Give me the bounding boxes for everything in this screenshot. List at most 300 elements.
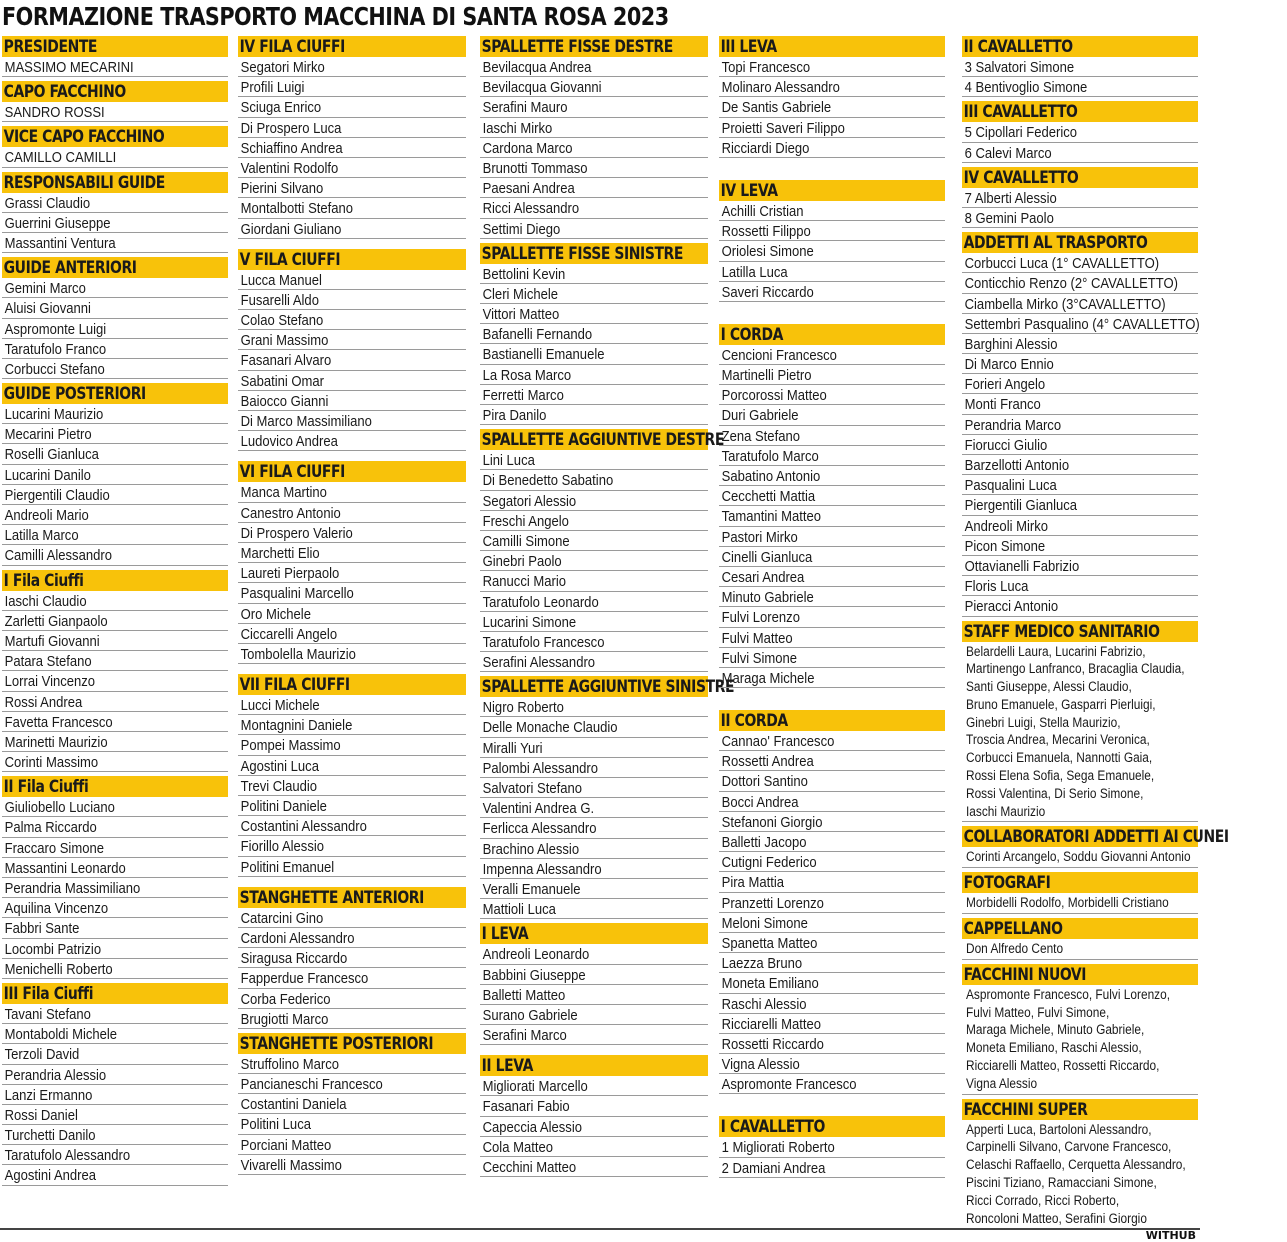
list-item-text: 6 Calevi Marco — [964, 144, 1052, 162]
list-item — [480, 859, 708, 879]
list-item — [238, 350, 466, 370]
paragraph — [962, 847, 1198, 868]
spacer — [238, 877, 466, 887]
section — [962, 826, 1229, 868]
section — [238, 674, 466, 877]
list-item-text: Di Marco Massimiliano — [240, 413, 372, 430]
list-item — [480, 612, 708, 632]
list-item — [719, 241, 945, 261]
list-item-text: Brachino Alessio — [482, 840, 580, 858]
section-heading — [719, 710, 945, 731]
list-item-text: Palombi Alessandro — [482, 759, 598, 777]
spacer — [238, 451, 466, 461]
list-item — [962, 596, 1198, 616]
section-heading — [2, 81, 228, 102]
list-item — [2, 651, 228, 671]
section — [962, 964, 1198, 1095]
section-heading — [719, 36, 945, 57]
list-item-text: Fulvi Simone — [721, 649, 798, 667]
section — [2, 983, 228, 1186]
list-item-text: Ottavianelli Fabrizio — [964, 557, 1080, 575]
list-item — [2, 611, 228, 631]
list-item-text: Babbini Giuseppe — [482, 966, 586, 984]
section-heading — [962, 232, 1198, 253]
list-item — [719, 466, 945, 486]
list-item — [238, 1009, 466, 1029]
list-item-text: Agostini Andrea — [4, 1167, 97, 1185]
list-item-text: Giuliobello Luciano — [4, 799, 115, 817]
list-item-text: Oriolesi Simone — [721, 243, 814, 261]
section — [962, 621, 1198, 823]
section-heading-text: VII FILA CIUFFI — [239, 675, 350, 696]
list-item-text: Balletti Jacopo — [721, 834, 807, 851]
list-item-text: Molinaro Alessandro — [721, 79, 840, 97]
list-item-text: Massantini Leonardo — [4, 859, 126, 877]
paragraph-line: Rossi Elena Sofia, Sega Emanuele, — [966, 768, 1155, 784]
list-item-text: Camilli Alessandro — [4, 547, 112, 565]
list-item-text: Mattioli Luca — [482, 901, 556, 919]
list-item — [2, 233, 228, 253]
paragraph-line: Maraga Michele, Minuto Gabriele, — [966, 1022, 1145, 1038]
paragraph-line: Corbucci Emanuela, Nannotti Gaia, — [966, 750, 1153, 766]
list-item — [719, 567, 945, 587]
section-heading — [2, 257, 228, 278]
list-item — [2, 1165, 228, 1185]
list-item-text: Rossi Daniel — [4, 1106, 78, 1124]
list-item — [719, 446, 945, 466]
list-item — [719, 751, 945, 771]
list-item — [480, 818, 708, 838]
list-item-text: Porcorossi Matteo — [721, 387, 827, 405]
list-item — [962, 143, 1198, 163]
section — [962, 101, 1198, 162]
list-item-text: Impenna Alessandro — [482, 860, 602, 878]
list-item — [962, 415, 1198, 435]
list-item — [2, 858, 228, 878]
list-item — [238, 198, 466, 218]
list-item-text: Forieri Angelo — [964, 376, 1046, 394]
list-item — [962, 273, 1198, 293]
list-item-text: Massantini Ventura — [4, 234, 116, 252]
section-heading — [962, 1099, 1198, 1120]
list-item — [2, 959, 228, 979]
list-item-text: Vittori Matteo — [482, 306, 560, 324]
list-item — [962, 455, 1198, 475]
list-item-text: Locombi Patrizio — [4, 940, 102, 958]
list-item-text: Porciani Matteo — [240, 1136, 332, 1154]
list-item-text: Ludovico Andrea — [240, 433, 338, 451]
section-heading — [2, 36, 228, 57]
section-heading — [2, 776, 228, 797]
list-item-text: Migliorati Marcello — [482, 1078, 588, 1096]
list-item-text: Fasanari Alvaro — [240, 352, 332, 370]
list-item — [480, 738, 708, 758]
paragraph-line: Bruno Emanuele, Gasparri Pierluigi, — [966, 696, 1156, 712]
list-item — [962, 495, 1198, 515]
list-item — [480, 632, 708, 652]
list-item-text: Rossetti Filippo — [721, 223, 811, 241]
list-item-text: Martufi Giovanni — [4, 632, 100, 650]
list-item-text: CAMILLO CAMILLI — [4, 149, 117, 167]
list-item — [238, 118, 466, 138]
list-item — [719, 994, 945, 1014]
list-item — [2, 359, 228, 379]
list-item — [719, 852, 945, 872]
section — [719, 1116, 945, 1177]
list-item-text: Di Marco Ennio — [964, 356, 1054, 374]
list-item — [238, 776, 466, 796]
list-item-text: Roselli Gianluca — [4, 446, 99, 464]
list-item — [238, 543, 466, 563]
list-item-text: Topi Francesco — [721, 59, 811, 76]
section-heading — [962, 964, 1198, 985]
list-item-text: Delle Monache Claudio — [482, 719, 618, 737]
list-item-text: Perandria Massimiliano — [4, 880, 141, 897]
list-item — [2, 193, 228, 213]
paragraph — [962, 985, 1198, 1095]
list-item-text: Corbucci Stefano — [4, 360, 105, 378]
list-item-text: Dottori Santino — [721, 773, 808, 791]
list-item — [2, 278, 228, 298]
list-item-text: Politini Emanuel — [240, 858, 335, 876]
section-heading-text: III Fila Ciuffi — [3, 983, 94, 1004]
list-item-text: Fabbri Sante — [4, 920, 80, 938]
list-item — [719, 506, 945, 526]
list-item-text: Patara Stefano — [4, 653, 92, 671]
list-item — [238, 138, 466, 158]
list-item — [480, 758, 708, 778]
list-item-text: Schiaffino Andrea — [240, 139, 343, 157]
list-item — [962, 475, 1198, 495]
list-item — [480, 1157, 708, 1177]
list-item — [480, 97, 708, 117]
list-item — [719, 973, 945, 993]
paragraph — [962, 939, 1198, 960]
section-heading-text: STANGHETTE POSTERIORI — [239, 1033, 434, 1054]
list-item — [719, 771, 945, 791]
list-item — [480, 571, 708, 591]
list-item — [962, 354, 1198, 374]
list-item-text: Baiocco Gianni — [240, 392, 329, 410]
list-item-text: Fusarelli Aldo — [240, 291, 319, 309]
list-item — [2, 485, 228, 505]
column-5 — [962, 36, 1229, 1229]
list-item-text: Pira Mattia — [721, 874, 784, 892]
list-item — [962, 208, 1198, 228]
paragraph-line: Apperti Luca, Bartoloni Alessandro, — [966, 1121, 1152, 1137]
list-item — [2, 878, 228, 898]
list-item-text: Cannao' Francesco — [721, 733, 835, 751]
list-item — [238, 816, 466, 836]
list-item-text: Vigna Alessio — [721, 1056, 800, 1074]
list-item — [719, 77, 945, 97]
list-item — [238, 857, 466, 877]
spacer — [480, 1045, 708, 1055]
section-heading-text: CAPPELLANO — [963, 919, 1063, 940]
list-item — [238, 77, 466, 97]
list-item-text: Picon Simone — [964, 537, 1046, 555]
section-heading-text: SPALLETTE AGGIUNTIVE SINISTRE — [481, 677, 735, 698]
list-item-text: Ferlicca Alessandro — [482, 820, 597, 838]
section-heading — [2, 383, 228, 404]
section — [719, 710, 945, 1094]
list-item-text: Fulvi Matteo — [721, 629, 793, 647]
list-item-text: Serafini Marco — [482, 1027, 567, 1045]
list-item — [719, 282, 945, 302]
list-item-text: Cesari Andrea — [721, 568, 805, 586]
list-item-text: Settembri Pasqualino (4° CAVALLETTO) — [964, 315, 1200, 333]
section-heading — [480, 429, 724, 451]
spacer — [719, 688, 945, 710]
section-heading-text: SPALLETTE AGGIUNTIVE DESTRE — [481, 430, 724, 451]
list-item-text: Marinetti Maurizio — [4, 733, 108, 751]
paragraph-line: Piscini Tiziano, Ramacciani Simone, — [966, 1175, 1157, 1191]
list-item — [719, 426, 945, 446]
list-item-text: Lanzi Ermanno — [4, 1086, 93, 1104]
list-item-text: 5 Cipollari Federico — [964, 124, 1078, 142]
list-item-text: Lucarini Danilo — [4, 466, 91, 484]
section-heading — [238, 1033, 466, 1054]
section-heading — [962, 918, 1198, 939]
list-item-text: Fapperdue Francesco — [240, 970, 369, 988]
list-item — [480, 1137, 708, 1157]
list-item-text: Piergentili Claudio — [4, 486, 110, 504]
list-item — [719, 933, 945, 953]
list-item — [2, 1125, 228, 1145]
list-item-text: Cutigni Federico — [721, 854, 817, 872]
list-item-text: Salvatori Stefano — [482, 780, 583, 797]
list-item-text: Guerrini Giuseppe — [4, 214, 111, 232]
list-item-text: Camilli Simone — [482, 532, 570, 550]
list-item — [2, 692, 228, 712]
list-item-text: Bocci Andrea — [721, 793, 799, 811]
list-item — [2, 1065, 228, 1085]
list-item-text: Rossi Andrea — [4, 693, 83, 711]
list-item — [719, 953, 945, 973]
list-item-text: Zena Stefano — [721, 427, 800, 445]
list-item-text: Corinti Massimo — [4, 754, 99, 772]
list-item-text: Serafini Mauro — [482, 99, 568, 117]
list-item — [719, 385, 945, 405]
paragraph-line: Moneta Emiliano, Raschi Alessio, — [966, 1040, 1142, 1056]
list-item-text: Andreoli Leonardo — [482, 946, 590, 964]
list-item — [480, 879, 708, 899]
list-item — [480, 1096, 708, 1116]
list-item — [480, 284, 708, 304]
section-heading-text: II CAVALLETTO — [963, 37, 1073, 57]
list-item-text: Terzoli David — [4, 1046, 80, 1064]
section-heading-text: II LEVA — [481, 1056, 534, 1077]
section-heading-text: CAPO FACCHINO — [3, 82, 126, 103]
list-item — [480, 717, 708, 737]
section-heading — [480, 1055, 708, 1076]
section-heading-text: GUIDE POSTERIORI — [3, 384, 146, 405]
page-title: FORMAZIONE TRASPORTO MACCHINA DI SANTA ROSA 2023 — [2, 2, 669, 31]
section — [480, 36, 708, 239]
list-item — [238, 604, 466, 624]
list-item — [2, 817, 228, 837]
section — [480, 1055, 708, 1177]
list-item-text: Giordani Giuliano — [240, 220, 342, 238]
list-item — [238, 391, 466, 411]
list-item — [480, 178, 708, 198]
section-heading — [480, 676, 735, 698]
section-heading-text: III CAVALLETTO — [963, 102, 1078, 123]
list-item-text: Struffolino Marco — [240, 1055, 340, 1073]
list-item — [962, 435, 1198, 455]
paragraph-line: Martinengo Lanfranco, Bracaglia Claudia, — [966, 661, 1185, 677]
list-item — [2, 939, 228, 959]
list-item-text: Pranzetti Lorenzo — [721, 894, 824, 912]
list-item — [2, 213, 228, 233]
list-item — [962, 57, 1198, 77]
footer-rule — [0, 1228, 1200, 1230]
list-item — [238, 644, 466, 664]
list-item-text: Valentini Rodolfo — [240, 159, 339, 177]
list-item — [719, 1074, 945, 1094]
list-item — [480, 365, 708, 385]
section-heading — [962, 36, 1198, 57]
paragraph-line: Ginebri Luigi, Stella Maurizio, — [966, 714, 1121, 730]
list-item-text: Brunotti Tommaso — [482, 159, 588, 177]
list-item-text: Lucci Michele — [240, 697, 320, 715]
section — [2, 570, 228, 773]
list-item — [238, 583, 466, 603]
list-item — [480, 470, 708, 490]
section-heading — [238, 249, 466, 270]
list-item — [238, 523, 466, 543]
list-item-text: 7 Alberti Alessio — [964, 189, 1057, 207]
list-item — [480, 118, 708, 138]
list-item — [480, 839, 708, 859]
list-item — [238, 948, 466, 968]
list-item-text: 3 Salvatori Simone — [964, 59, 1075, 76]
list-item — [2, 147, 228, 167]
list-item-text: Paesani Andrea — [482, 180, 575, 198]
list-item — [719, 1034, 945, 1054]
list-item-text: Iaschi Claudio — [4, 592, 87, 610]
section — [962, 1099, 1198, 1230]
list-item — [2, 465, 228, 485]
list-item-text: Moneta Emiliano — [721, 975, 819, 993]
paragraph-line: Rossi Valentina, Di Serio Simone, — [966, 785, 1144, 801]
list-item — [2, 505, 228, 525]
list-item — [2, 752, 228, 772]
list-item — [480, 592, 708, 612]
section-heading — [719, 324, 945, 345]
list-item-text: Taratufolo Alessandro — [4, 1147, 131, 1165]
list-item-text: Sabatini Omar — [240, 372, 325, 390]
list-item — [480, 1117, 708, 1137]
list-item — [480, 57, 708, 77]
list-item — [962, 516, 1198, 536]
list-item — [480, 198, 708, 218]
list-item — [719, 547, 945, 567]
section-heading-text: STANGHETTE ANTERIORI — [239, 887, 424, 908]
column-3 — [480, 36, 735, 1177]
list-item — [719, 365, 945, 385]
spacer — [719, 1094, 945, 1116]
list-item — [238, 624, 466, 644]
section-heading — [962, 872, 1198, 893]
list-item — [719, 872, 945, 892]
list-item — [238, 310, 466, 330]
section-heading-text: I CORDA — [720, 324, 783, 345]
list-item-text: Tavani Stefano — [4, 1005, 91, 1023]
list-item-text: Manca Martino — [240, 484, 327, 502]
list-item — [2, 444, 228, 464]
list-item-text: Spanetta Matteo — [721, 934, 818, 952]
list-item-text: Pasqualini Luca — [964, 477, 1057, 495]
list-item — [962, 122, 1198, 142]
list-item-text: Latilla Marco — [4, 527, 79, 545]
list-item — [480, 219, 708, 239]
list-item-text: Pastori Mirko — [721, 528, 798, 546]
paragraph — [962, 642, 1198, 823]
list-item-text: Laureti Pierpaolo — [240, 565, 340, 583]
section — [962, 167, 1198, 228]
section — [238, 1033, 466, 1175]
list-item — [2, 319, 228, 339]
list-item — [238, 796, 466, 816]
list-item-text: Segatori Mirko — [240, 59, 325, 76]
list-item-text: Conticchio Renzo (2° CAVALLETTO) — [964, 275, 1178, 293]
paragraph-line: Morbidelli Rodolfo, Morbidelli Cristiano — [966, 895, 1169, 911]
list-item-text: Andreoli Mario — [4, 507, 89, 524]
section — [719, 36, 945, 158]
list-item-text: Di Benedetto Sabatino — [482, 472, 614, 490]
paragraph-line: Roncoloni Matteo, Serafini Giorgio — [966, 1210, 1147, 1226]
list-item — [238, 219, 466, 239]
list-item — [2, 525, 228, 545]
list-item-text: Cencioni Francesco — [721, 346, 837, 364]
list-item — [2, 545, 228, 565]
list-item — [2, 424, 228, 444]
section-heading — [238, 674, 466, 695]
section — [2, 172, 228, 254]
section-heading-text: SPALLETTE FISSE SINISTRE — [481, 243, 684, 264]
section-heading — [238, 461, 466, 482]
section — [719, 180, 945, 302]
list-item-text: Menichelli Roberto — [4, 960, 113, 978]
list-item — [480, 551, 708, 571]
list-item-text: Politini Luca — [240, 1116, 311, 1134]
section — [238, 461, 466, 664]
list-item — [480, 899, 708, 919]
list-item-text: Barzellotti Antonio — [964, 457, 1070, 474]
list-item-text: Ricci Alessandro — [482, 200, 580, 218]
list-item — [2, 838, 228, 858]
list-item-text: Achilli Cristian — [721, 202, 804, 220]
list-item — [719, 201, 945, 221]
list-item-text: Taratufolo Leonardo — [482, 593, 599, 611]
list-item — [480, 511, 708, 531]
list-item-text: Bevilacqua Andrea — [482, 59, 592, 76]
section-heading — [238, 36, 466, 57]
section-heading — [238, 887, 466, 908]
list-item-text: Fasanari Fabio — [482, 1098, 570, 1116]
list-item — [480, 324, 708, 344]
list-item-text: Latilla Luca — [721, 263, 788, 281]
list-item-text: Cecchetti Mattia — [721, 488, 816, 506]
list-item-text: Minuto Gabriele — [721, 589, 814, 607]
list-item — [2, 404, 228, 424]
list-item-text: Sciuga Enrico — [240, 99, 322, 117]
list-item-text: Perandria Alessio — [4, 1066, 107, 1084]
spacer — [238, 664, 466, 674]
list-item — [480, 405, 708, 425]
list-item — [238, 928, 466, 948]
